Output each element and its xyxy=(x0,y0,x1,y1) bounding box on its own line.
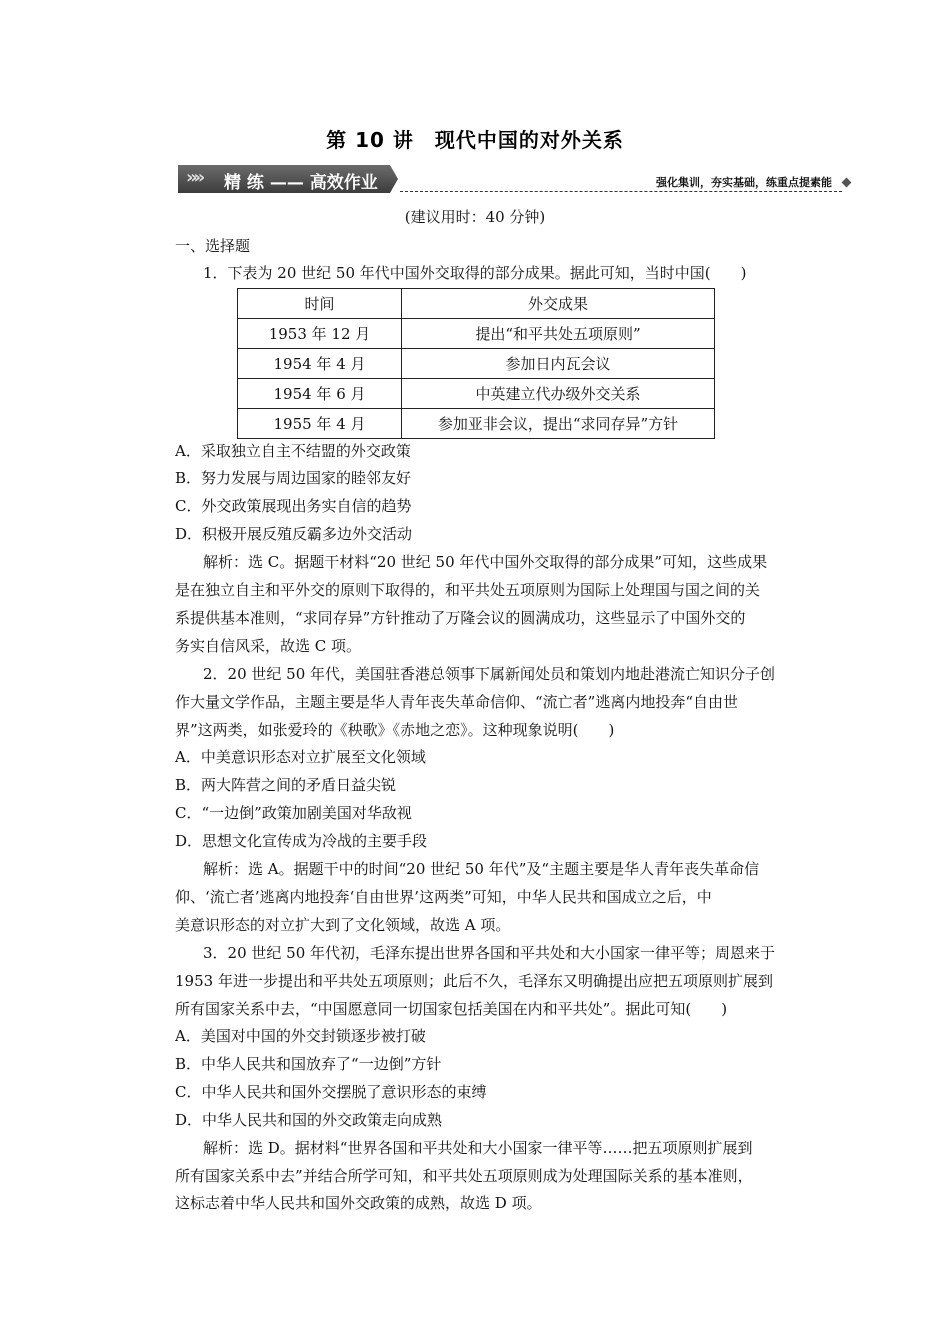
page-title: 第 10 讲 现代中国的对外关系 xyxy=(326,128,624,152)
table-header-row xyxy=(238,289,715,319)
question-3-analysis: 解析：选 D。据材料“世界各国和平共处和大小国家一律平等……把五项原则扩展到 xyxy=(203,1139,753,1157)
banner-label: 精 练 —— 高效作业 xyxy=(224,173,378,193)
table-row xyxy=(238,409,715,439)
question-3-stem: 1953 年进一步提出和平共处五项原则；此后不久，毛泽东又明确提出应把五项原则扩展到 xyxy=(175,972,773,990)
chevron-right-icon: »» xyxy=(186,167,202,188)
question-3-option-d: D．中华人民共和国的外交政策走向成熟 xyxy=(175,1111,443,1129)
question-3-option-c: C．中华人民共和国外交摆脱了意识形态的束缚 xyxy=(175,1083,487,1101)
question-3-analysis: 这标志着中华人民共和国外交政策的成熟，故选 D 项。 xyxy=(175,1194,542,1212)
question-2-analysis: 解析：选 A。据题干中的时间“20 世纪 50 年代”及“主题主要是华人青年丧失革命信 xyxy=(203,860,760,878)
table-cell: 1955 年 4 月 xyxy=(238,409,402,439)
question-3-stem: 3．20 世纪 50 年代初，毛泽东提出世界各国和平共处和大小国家一律平等；周恩来于 xyxy=(203,944,776,962)
question-3-option-b: B．中华人民共和国放弃了“一边倒”方针 xyxy=(175,1055,442,1073)
table-cell: 中英建立代办级外交关系 xyxy=(402,379,715,409)
question-1-option-d: D．积极开展反殖反霸多边外交活动 xyxy=(175,525,413,543)
question-2-analysis: 美意识形态的对立扩大到了文化领域，故选 A 项。 xyxy=(175,916,511,934)
diamond-icon xyxy=(842,178,852,188)
table-cell: 参加日内瓦会议 xyxy=(402,349,715,379)
question-2-stem: 2．20 世纪 50 年代，美国驻香港总领事下属新闻处员和策划内地赴港流亡知识分子创 xyxy=(203,665,776,683)
question-3-stem: 所有国家关系中去，“中国愿意同一切国家包括美国在内和平共处”。据此可知( ) xyxy=(175,1000,728,1018)
section-banner xyxy=(178,165,850,195)
banner-divider xyxy=(400,191,842,192)
question-2-option-a: A．中美意识形态对立扩展至文化领域 xyxy=(175,748,426,766)
question-1-option-c: C．外交政策展现出务实自信的趋势 xyxy=(175,497,412,515)
table-cell: 1954 年 4 月 xyxy=(238,349,402,379)
question-2-option-c: C．“一边倒”政策加剧美国对华敌视 xyxy=(175,804,412,822)
question-1-analysis: 务实自信风采，故选 C 项。 xyxy=(175,637,362,655)
table-row xyxy=(238,379,715,409)
table-header: 时间 xyxy=(238,289,402,319)
achievements-table xyxy=(237,288,715,439)
table-cell: 1954 年 6 月 xyxy=(238,379,402,409)
suggested-time: (建议用时：40 分钟) xyxy=(404,208,546,226)
banner-slogan: 强化集训，夯实基础，练重点提素能 xyxy=(656,176,832,189)
question-1-option-b: B．努力发展与周边国家的睦邻友好 xyxy=(175,469,412,487)
question-2-stem: 界”这两类，如张爱玲的《秧歌》《赤地之恋》。这种现象说明( ) xyxy=(175,721,615,739)
table-row xyxy=(238,349,715,379)
section-heading: 一、选择题 xyxy=(175,237,251,255)
question-1-analysis: 解析：选 C。据题干材料“20 世纪 50 年代中国外交取得的部分成果”可知，这些成果 xyxy=(203,553,768,571)
question-1-analysis: 是在独立自主和平外交的原则下取得的，和平共处五项原则为国际上处理国与国之间的关 xyxy=(175,581,761,599)
table-cell: 参加亚非会议，提出“求同存异”方针 xyxy=(402,409,715,439)
question-1-option-a: A．采取独立自主不结盟的外交政策 xyxy=(175,442,411,460)
question-1-stem: 1．下表为 20 世纪 50 年代中国外交取得的部分成果。据此可知，当时中国( ) xyxy=(203,264,747,282)
question-3-option-a: A．美国对中国的外交封锁逐步被打破 xyxy=(175,1027,426,1045)
question-2-stem: 作大量文学作品，主题主要是华人青年丧失革命信仰、“流亡者”逃离内地投奔“自由世 xyxy=(175,693,739,711)
table-cell: 1953 年 12 月 xyxy=(238,319,402,349)
question-2-analysis: 仰、‘流亡者’逃离内地投奔‘自由世界’这两类”可知，中华人民共和国成立之后，中 xyxy=(175,888,712,906)
table-header: 外交成果 xyxy=(402,289,715,319)
table-row xyxy=(238,319,715,349)
question-3-analysis: 所有国家关系中去”并结合所学可知，和平共处五项原则成为处理国际关系的基本准则， xyxy=(175,1167,753,1185)
question-2-option-b: B．两大阵营之间的矛盾日益尖锐 xyxy=(175,776,397,794)
question-1-analysis: 系提供基本准则，“求同存异”方针推动了万隆会议的圆满成功，这些显示了中国外交的 xyxy=(175,609,746,627)
table-cell: 提出“和平共处五项原则” xyxy=(402,319,715,349)
question-2-option-d: D．思想文化宣传成为冷战的主要手段 xyxy=(175,832,428,850)
